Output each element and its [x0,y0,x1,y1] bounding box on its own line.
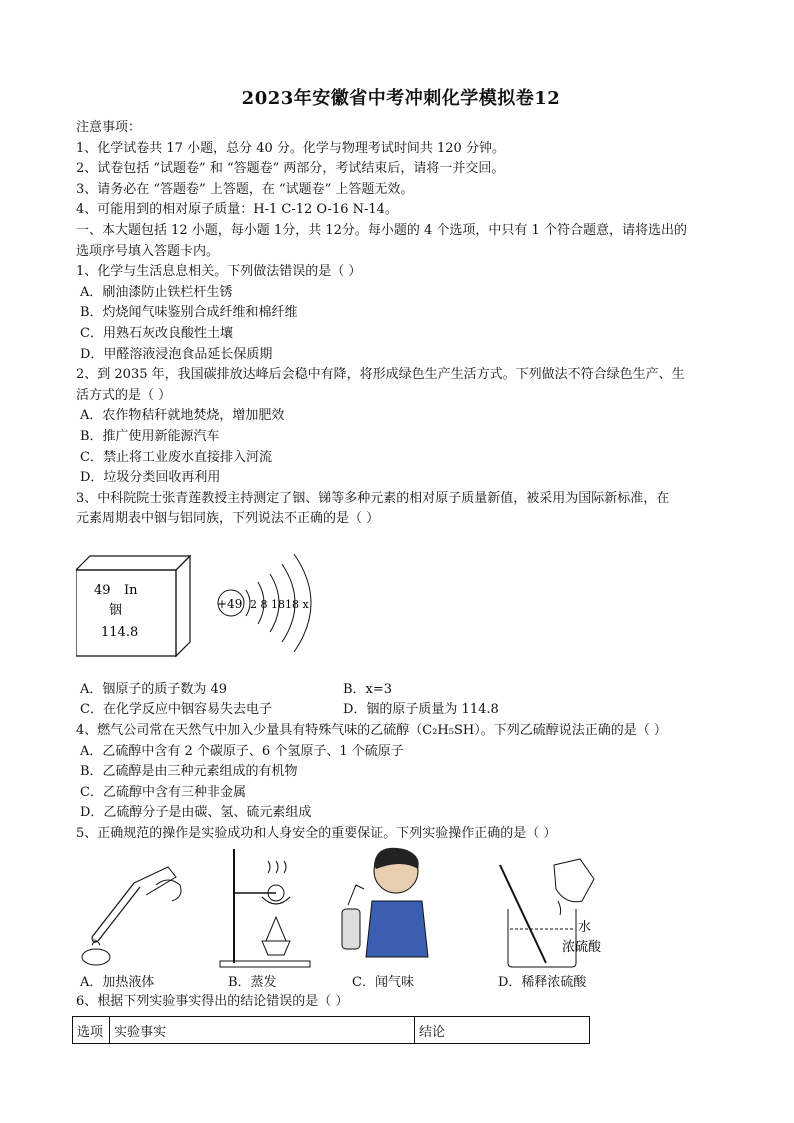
option: B．推广使用新能源汽车 [80,428,220,444]
question-3-stem: 3、中科院院士张青莲教授主持测定了铟、锑等多种元素的相对原子质量新值，被采用为国际新标准，在 [76,490,670,506]
table-header-row [73,1017,590,1044]
options-row [76,700,726,721]
page-title: 2023年安徽省中考冲刺化学模拟卷12 [241,88,561,109]
note-item: 1、化学试卷共 17 小题，总分 40 分。化学与物理考试时间共 120 分钟。 [76,140,505,156]
option: D．甲醛溶液浸泡食品延长保质期 [80,346,273,362]
question-6-table [72,1016,590,1044]
lab-operation-figures [76,845,636,969]
question-5-stem: 5、正确规范的操作是实验成功和人身安全的重要保证。下列实验操作正确的是（ ） [76,826,557,842]
table-header: 结论 [415,1017,590,1044]
note-item: 4、可能用到的相对原子质量：H-1 C-12 O-16 N-14。 [76,202,398,218]
option: D．乙硫醇分子是由碳、氢、硫元素组成 [80,805,312,821]
water-label: 水 [578,919,592,935]
caption: A．加热液体 [80,974,155,990]
exam-page [76,84,726,1044]
option: B．x=3 [343,681,393,697]
atomic-mass: 114.8 [101,624,139,640]
smelling-figure [342,847,428,956]
question-1-stem: 1、化学与生活息息相关。下列做法错误的是（ ） [76,264,362,280]
atom-structure-diagram [217,554,311,652]
caption: C．闻气味 [352,974,414,990]
option: C．乙硫醇中含有三种非金属 [80,784,246,800]
table-header: 实验事实 [110,1017,415,1044]
option: C．禁止将工业废水直接排入河流 [80,449,272,465]
element-and-atom-figure [76,530,376,680]
notes-header: 注意事项： [76,120,142,135]
question-2-stem: 2、到 2035 年，我国碳排放达峰后会稳中有降，将形成绿色生产生活方式。下列做法不符合绿色生产、生 [76,367,685,383]
option: D．铟的原子质量为 114.8 [343,702,499,718]
element-symbol: In [124,582,138,598]
caption: D．稀释浓硫酸 [498,974,587,990]
dilution-figure [500,859,602,967]
section-intro: 选项序号填入答题卡内。 [76,243,220,259]
electron-shells: 2 8 1818 x [250,597,309,611]
question-3-stem: 元素周期表中铟与铝同族，下列说法不正确的是（ ） [76,511,380,527]
figure-captions [76,971,726,990]
acid-label: 浓硫酸 [562,939,602,955]
option: A．乙硫醇中含有 2 个碳原子、6 个氢原子、1 个硫原子 [80,743,404,759]
element-name: 铟 [109,602,123,618]
caption: B．蒸发 [228,974,277,990]
option: B．乙硫醇是由三种元素组成的有机物 [80,764,298,780]
question-3-figures [76,530,726,680]
option: D．垃圾分类回收再利用 [80,470,221,486]
question-6-stem: 6、根据下列实验事实得出的结论错误的是（ ） [76,993,349,1009]
option: A．刷油漆防止铁栏杆生锈 [80,284,233,300]
section-intro: 一、本大题包括 12 小题，每小题 1分，共 12分。每小题的 4 个选项，中只有 1 个符合题意，请将选出的 [76,222,687,238]
note-item: 3、请务必在 “答题卷” 上答题，在 “试题卷” 上答题无效。 [76,181,414,197]
question-2-stem: 活方式的是（ ） [76,387,172,403]
note-item: 2、试卷包括 “试题卷” 和 “答题卷” 两部分，考试结束后，请将一并交回。 [76,161,505,177]
option: B．灼烧闻气味鉴别合成纤维和棉纤维 [80,305,298,321]
nucleus-charge: +49 [217,596,243,611]
question-5-figures [76,845,726,969]
option: A．农作物秸秆就地焚烧，增加肥效 [80,408,285,424]
question-4-stem: 4、燃气公司常在天然气中加入少量具有特殊气味的乙硫醇（C₂H₅SH）。下列乙硫醇说法正确的是（ ） [76,723,667,739]
table-header: 选项 [73,1017,110,1044]
atomic-number: 49 [94,582,111,598]
evaporation-figure [220,849,310,967]
option: A．铟原子的质子数为 49 [80,681,228,697]
option: C．在化学反应中铟容易失去电子 [80,702,272,718]
heating-liquid-figure [82,867,181,965]
options-row [76,680,726,701]
option: C．用熟石灰改良酸性土壤 [80,325,233,341]
element-card [76,556,190,656]
